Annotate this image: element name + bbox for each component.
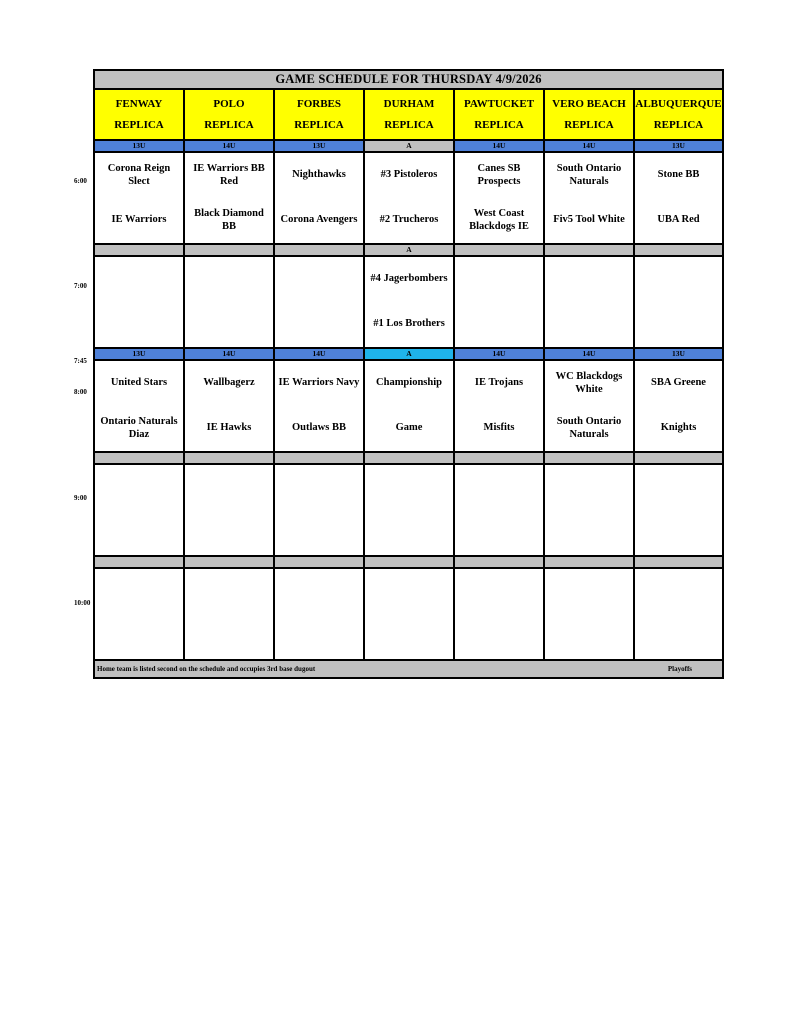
game-cell — [634, 152, 723, 244]
away-team — [275, 257, 363, 302]
division-badge: 13U — [634, 140, 723, 152]
game-cell — [184, 256, 274, 348]
field-name: ALBUQUERQUE — [635, 97, 722, 110]
game-cell — [274, 360, 364, 452]
game-cell — [454, 568, 544, 660]
game-row-900 — [94, 464, 723, 556]
home-team: Misfits — [483, 422, 515, 434]
game-cell — [454, 360, 544, 452]
field-name: POLO — [213, 97, 245, 110]
footer-bar — [94, 660, 723, 678]
field-header-albuquerque — [634, 89, 723, 140]
division-badge — [94, 556, 184, 568]
game-cell — [544, 464, 634, 556]
game-cell — [94, 568, 184, 660]
away-team — [455, 257, 543, 302]
division-badge: A — [364, 140, 454, 152]
division-badge: 14U — [544, 348, 634, 360]
field-sub: REPLICA — [653, 118, 704, 131]
game-cell — [634, 464, 723, 556]
game-cell — [184, 568, 274, 660]
away-team: #4 Jagerbombers — [370, 273, 448, 285]
division-badge — [274, 452, 364, 464]
division-badge: 13U — [274, 140, 364, 152]
division-row-600 — [94, 140, 723, 152]
game-cell — [544, 152, 634, 244]
division-badge — [544, 556, 634, 568]
home-team — [455, 302, 543, 347]
division-badge: 14U — [454, 140, 544, 152]
division-row-800 — [94, 348, 723, 360]
division-badge — [634, 556, 723, 568]
division-badge — [184, 556, 274, 568]
field-sub: REPLICA — [294, 118, 344, 131]
division-badge — [634, 452, 723, 464]
away-team: Nighthawks — [292, 169, 346, 181]
schedule-table — [93, 69, 724, 679]
game-cell — [364, 464, 454, 556]
game-cell — [454, 152, 544, 244]
home-team: Outlaws BB — [292, 422, 346, 434]
game-cell — [634, 360, 723, 452]
home-team: Knights — [660, 422, 697, 434]
footer-note: Home team is listed second on the schedule and occupies 3rd base dugout — [97, 665, 316, 673]
away-team — [635, 257, 722, 302]
away-team — [545, 257, 633, 302]
home-team: West Coast Blackdogs IE — [469, 208, 529, 232]
division-badge — [454, 556, 544, 568]
time-label-700: 7:00 — [74, 282, 87, 290]
field-name: FORBES — [296, 97, 341, 110]
game-cell — [454, 256, 544, 348]
division-badge — [274, 556, 364, 568]
field-header-pawtucket — [454, 89, 544, 140]
home-team: #1 Los Brothers — [373, 318, 445, 330]
division-row-900 — [94, 452, 723, 464]
game-cell — [364, 152, 454, 244]
division-badge: 14U — [274, 348, 364, 360]
game-cell — [94, 464, 184, 556]
game-cell — [274, 256, 364, 348]
division-badge: 13U — [94, 348, 184, 360]
division-badge — [454, 452, 544, 464]
game-row-800 — [94, 360, 723, 452]
division-row-1000 — [94, 556, 723, 568]
home-team — [95, 302, 183, 347]
division-badge — [274, 244, 364, 256]
home-team: Black Diamond BB — [194, 208, 264, 232]
division-badge — [94, 452, 184, 464]
home-team — [185, 302, 273, 347]
field-header-durham — [364, 89, 454, 140]
field-name: FENWAY — [115, 97, 163, 110]
division-badge: 14U — [184, 140, 274, 152]
home-team: #2 Trucheros — [379, 214, 439, 226]
division-badge — [184, 244, 274, 256]
division-badge — [454, 244, 544, 256]
away-team — [95, 257, 183, 302]
division-badge — [364, 556, 454, 568]
away-team: United Stars — [110, 377, 168, 389]
field-sub: REPLICA — [204, 118, 254, 131]
game-cell — [94, 152, 184, 244]
field-name: PAWTUCKET — [463, 97, 535, 110]
division-badge: A — [364, 348, 454, 360]
field-header-row — [94, 89, 723, 140]
game-row-1000 — [94, 568, 723, 660]
game-cell — [274, 152, 364, 244]
away-team: WC Blackdogs White — [555, 371, 623, 395]
time-label-800: 8:00 — [74, 388, 87, 396]
home-team: Fiv5 Tool White — [553, 214, 625, 226]
field-header-vero-beach — [544, 89, 634, 140]
time-label-1000: 10:00 — [74, 599, 91, 607]
game-cell — [364, 568, 454, 660]
game-cell — [184, 360, 274, 452]
away-team: IE Warriors Navy — [278, 377, 360, 389]
away-team: South Ontario Naturals — [556, 163, 622, 187]
division-badge — [544, 244, 634, 256]
field-header-fenway — [94, 89, 184, 140]
division-badge: 14U — [454, 348, 544, 360]
away-team: Championship — [376, 377, 442, 389]
game-cell — [274, 464, 364, 556]
away-team: Stone BB — [657, 169, 700, 181]
game-cell — [544, 360, 634, 452]
schedule-title: GAME SCHEDULE FOR THURSDAY 4/9/2026 — [94, 70, 723, 89]
division-row-700 — [94, 244, 723, 256]
game-cell — [184, 152, 274, 244]
division-badge: 13U — [634, 348, 723, 360]
field-sub: REPLICA — [564, 118, 614, 131]
game-row-700 — [94, 256, 723, 348]
game-cell — [544, 568, 634, 660]
home-team: South Ontario Naturals — [556, 416, 622, 440]
away-team: Canes SB Prospects — [477, 163, 521, 187]
schedule-sheet — [93, 69, 722, 679]
time-label-600: 6:00 — [74, 177, 87, 185]
field-header-polo — [184, 89, 274, 140]
home-team — [275, 302, 363, 347]
division-badge: 14U — [184, 348, 274, 360]
game-cell — [364, 256, 454, 348]
field-header-forbes — [274, 89, 364, 140]
time-label-900: 9:00 — [74, 494, 87, 502]
game-cell — [364, 360, 454, 452]
away-team: #3 Pistoleros — [380, 169, 438, 181]
game-cell — [544, 256, 634, 348]
home-team: UBA Red — [657, 214, 700, 226]
away-team: Wallbagerz — [203, 377, 255, 389]
field-name: DURHAM — [383, 97, 435, 110]
field-sub: REPLICA — [384, 118, 434, 131]
division-badge — [94, 244, 184, 256]
division-badge: 13U — [94, 140, 184, 152]
away-team: IE Trojans — [474, 377, 524, 389]
field-sub: REPLICA — [114, 118, 164, 131]
field-sub: REPLICA — [474, 118, 524, 131]
time-label-745: 7:45 — [74, 357, 87, 365]
away-team — [185, 257, 273, 302]
division-badge — [544, 452, 634, 464]
game-cell — [94, 360, 184, 452]
game-cell — [94, 256, 184, 348]
home-team: IE Warriors — [111, 214, 167, 226]
away-team: SBA Greene — [651, 377, 706, 389]
game-cell — [454, 464, 544, 556]
home-team: Corona Avengers — [280, 214, 358, 226]
division-badge: A — [364, 244, 454, 256]
away-team: Corona Reign Slect — [107, 163, 171, 187]
game-cell — [634, 256, 723, 348]
division-badge — [364, 452, 454, 464]
home-team: IE Hawks — [206, 422, 252, 434]
home-team: Game — [395, 422, 423, 434]
game-cell — [274, 568, 364, 660]
away-team: IE Warriors BB Red — [193, 163, 265, 187]
game-cell — [634, 568, 723, 660]
home-team: Ontario Naturals Diaz — [100, 416, 178, 440]
game-row-600 — [94, 152, 723, 244]
division-badge — [184, 452, 274, 464]
home-team — [635, 302, 722, 347]
game-cell — [184, 464, 274, 556]
division-badge — [634, 244, 723, 256]
footer-legend: Playoffs — [667, 665, 692, 673]
division-badge: 14U — [544, 140, 634, 152]
home-team — [545, 302, 633, 347]
field-name: VERO BEACH — [552, 97, 626, 110]
